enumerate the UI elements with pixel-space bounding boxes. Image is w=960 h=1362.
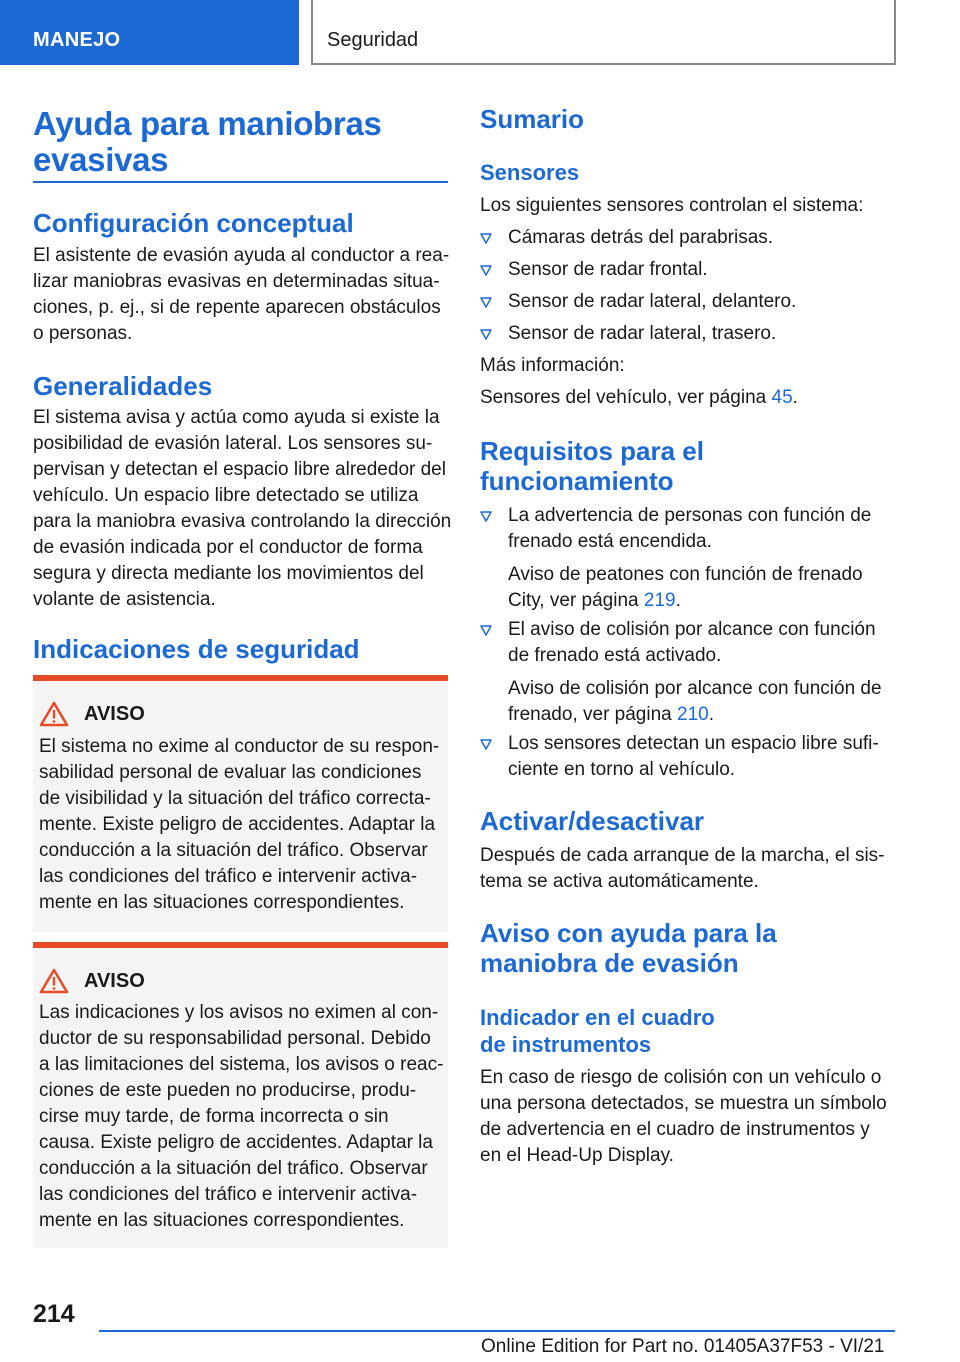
text-line: mente en las situaciones correspondientes. xyxy=(39,892,405,913)
safety-heading: Indicaciones de seguridad xyxy=(33,634,360,664)
concept-heading: Configuración conceptual xyxy=(33,208,354,238)
page-link[interactable]: 219 xyxy=(643,590,676,611)
text-line: de advertencia en el cuadro de instrumentos y xyxy=(480,1119,870,1140)
text-line: En caso de riesgo de colisión con un vehículo o xyxy=(480,1067,882,1088)
text-line: volante de asistencia. xyxy=(33,589,216,610)
more-info-label: Más información: xyxy=(480,355,625,376)
text-line: de evasión indicada por el conductor de forma xyxy=(33,537,423,558)
text-line: conducción a la situación del tráfico. Observar xyxy=(39,840,428,861)
warning-title: AVISO xyxy=(84,969,145,992)
page-number: 214 xyxy=(33,1300,75,1328)
reference-text: Sensores del vehículo, ver página xyxy=(480,387,772,408)
bullet-triangle-icon xyxy=(480,297,492,308)
bullet-triangle-icon xyxy=(480,265,492,276)
text-line: Aviso de peatones con función de frenado xyxy=(508,564,863,585)
heading-line: Indicador en el cuadro xyxy=(480,1005,715,1030)
bullet-triangle-icon xyxy=(480,739,492,750)
text-line xyxy=(508,588,871,614)
indicator-heading xyxy=(480,1004,715,1058)
header-topic-label: Seguridad xyxy=(327,29,419,51)
text-line: posibilidad de evasión lateral. Los sensores su- xyxy=(33,433,433,454)
text-line: sabilidad personal de evaluar las condiciones xyxy=(39,762,422,783)
reference-text: frenado, ver página xyxy=(508,704,678,725)
text-line: a las limitaciones del sistema, los avisos o reac- xyxy=(39,1054,444,1075)
warning-triangle-icon xyxy=(39,701,69,727)
period: . xyxy=(792,387,798,408)
text-line: de frenado está activado. xyxy=(508,645,722,666)
text-line: o personas. xyxy=(33,323,133,344)
warning-bar xyxy=(33,675,448,681)
text-line: vehículo. Un espacio libre detectado se utiliza xyxy=(33,485,419,506)
more-info-reference xyxy=(480,385,798,411)
text-line: cirse muy tarde, de forma incorrecta o sin xyxy=(39,1106,389,1127)
period: . xyxy=(675,590,681,611)
text-line: en el Head-Up Display. xyxy=(480,1145,674,1166)
warning-title: AVISO xyxy=(84,702,145,725)
text-line: para la maniobra evasiva controlando la dirección xyxy=(33,511,452,532)
list-item-text xyxy=(508,503,871,614)
heading-line: funcionamiento xyxy=(480,466,674,496)
text-line: de visibilidad y la situación del tráfico correcta- xyxy=(39,788,431,809)
text-line: mente en las situaciones correspondientes. xyxy=(39,1210,405,1231)
warning-title-row xyxy=(39,701,145,727)
page-title-line2: evasivas xyxy=(33,141,169,178)
warning-box-2 xyxy=(33,942,448,1248)
period: . xyxy=(708,704,714,725)
evasion-warning-heading xyxy=(480,918,777,978)
concept-paragraph xyxy=(33,243,453,347)
activate-heading: Activar/desactivar xyxy=(480,806,705,836)
warning-text xyxy=(39,1000,454,1234)
list-item-text xyxy=(508,617,882,728)
bullet-triangle-icon xyxy=(480,511,492,522)
text-line: ciones, p. ej., si de repente aparecen obstáculos xyxy=(33,297,441,318)
heading-line: Requisitos para el xyxy=(480,436,704,466)
text-line: tema se activa automáticamente. xyxy=(480,871,759,892)
heading-line: de instrumentos xyxy=(480,1032,652,1057)
bullet-triangle-icon xyxy=(480,625,492,636)
text-line: El asistente de evasión ayuda al conductor a rea- xyxy=(33,245,450,266)
footer-rule xyxy=(99,1330,895,1332)
text-line: El sistema avisa y actúa como ayuda si existe la xyxy=(33,407,440,428)
warning-title-row xyxy=(39,968,145,994)
text-line: La advertencia de personas con función de xyxy=(508,505,872,526)
header-section-label: MANEJO xyxy=(33,29,121,51)
warning-box-1 xyxy=(33,675,448,932)
text-line: las condiciones del tráfico e intervenir activa- xyxy=(39,866,418,887)
page-title-line1: Ayuda para maniobras xyxy=(33,105,382,142)
text-line: una persona detectados, se muestra un símbolo xyxy=(480,1093,887,1114)
heading-line: maniobra de evasión xyxy=(480,948,739,978)
summary-heading: Sumario xyxy=(480,104,585,134)
bullet-triangle-icon xyxy=(480,233,492,244)
list-item-text: Cámaras detrás del parabrisas. xyxy=(508,227,774,248)
general-paragraph xyxy=(33,405,453,613)
indicator-paragraph xyxy=(480,1065,887,1169)
list-item-text: Sensor de radar frontal. xyxy=(508,259,708,280)
text-line: Después de cada arranque de la marcha, el sis- xyxy=(480,845,885,866)
text-line: segura y directa mediante los movimientos del xyxy=(33,563,424,584)
list-item-text: Sensor de radar lateral, trasero. xyxy=(508,323,777,344)
text-line: ductor de su responsabilidad personal. Debido xyxy=(39,1028,431,1049)
list-item-text: Sensor de radar lateral, delantero. xyxy=(508,291,797,312)
activate-paragraph xyxy=(480,843,885,895)
text-line: El sistema no exime al conductor de su respon- xyxy=(39,736,440,757)
text-line: pervisan y detectan el espacio libre alrededor del xyxy=(33,459,446,480)
sensors-heading: Sensores xyxy=(480,160,580,185)
title-rule xyxy=(33,181,448,183)
sensors-intro: Los siguientes sensores controlan el sistema: xyxy=(480,195,864,216)
header-topic-tab xyxy=(311,0,896,65)
warning-text xyxy=(39,734,454,916)
warning-bar xyxy=(33,942,448,948)
bullet-triangle-icon xyxy=(480,329,492,340)
list-item-text xyxy=(508,731,879,783)
text-line: mente. Existe peligro de accidentes. Adaptar la xyxy=(39,814,436,835)
page-link[interactable]: 210 xyxy=(677,704,709,725)
header-section-tab xyxy=(0,0,299,65)
text-line: Aviso de colisión por alcance con función de xyxy=(508,678,882,699)
requirements-heading xyxy=(480,436,704,496)
text-line: ciones de este pueden no producirse, produ- xyxy=(39,1080,417,1101)
heading-line: Aviso con ayuda para la xyxy=(480,918,777,948)
page-link[interactable]: 45 xyxy=(771,387,793,408)
warning-triangle-icon xyxy=(39,968,69,994)
text-line xyxy=(508,702,882,728)
edition-note: Online Edition for Part no. 01405A37F53 - VI/21 xyxy=(481,1336,885,1357)
text-line: las condiciones del tráfico e intervenir activa- xyxy=(39,1184,418,1205)
text-line: Las indicaciones y los avisos no eximen al con- xyxy=(39,1002,439,1023)
text-line: conducción a la situación del tráfico. Observar xyxy=(39,1158,428,1179)
text-line: ciente en torno al vehículo. xyxy=(508,759,736,780)
text-line: causa. Existe peligro de accidentes. Adaptar la xyxy=(39,1132,433,1153)
text-line: Los sensores detectan un espacio libre sufi- xyxy=(508,733,879,754)
text-line: frenado está encendida. xyxy=(508,531,712,552)
text-line: El aviso de colisión por alcance con función xyxy=(508,619,876,640)
text-line: lizar maniobras evasivas en determinadas situa- xyxy=(33,271,440,292)
reference-text: City, ver página xyxy=(508,590,644,611)
page-title xyxy=(33,106,382,178)
general-heading: Generalidades xyxy=(33,371,213,401)
